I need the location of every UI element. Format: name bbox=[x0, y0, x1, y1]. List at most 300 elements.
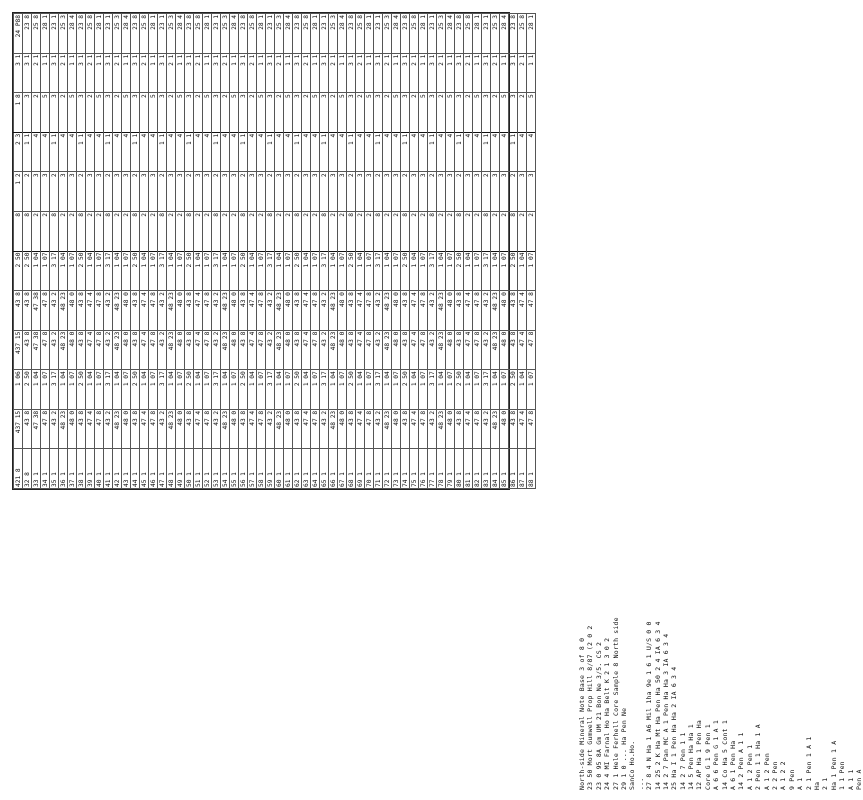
table-cell: 36 1 bbox=[59, 449, 68, 489]
table-cell: 3 bbox=[158, 93, 167, 133]
table-cell: 2 50 bbox=[131, 370, 140, 410]
table-cell: 47 8 bbox=[527, 409, 536, 449]
table-cell: 1 07 bbox=[392, 251, 401, 291]
table-cell: 28 1 bbox=[149, 14, 158, 54]
table-cell: 1 04 bbox=[464, 370, 473, 410]
table-cell: 4 bbox=[140, 132, 149, 172]
table-cell: 80 1 bbox=[455, 449, 464, 489]
table-cell: 2 50 bbox=[509, 251, 518, 291]
table-cell: 2 1 bbox=[194, 53, 203, 93]
table-cell: 48 23 bbox=[491, 330, 500, 370]
table-cell: 1 1 bbox=[185, 132, 194, 172]
table-cell: 64 1 bbox=[311, 449, 320, 489]
table-cell: 2 bbox=[509, 172, 518, 212]
table-cell: 1 07 bbox=[149, 251, 158, 291]
table-cell: 1 1 bbox=[446, 53, 455, 93]
table-cell: 3 bbox=[419, 172, 428, 212]
table-row bbox=[302, 14, 311, 489]
table-cell: 1 1 bbox=[239, 132, 248, 172]
table-cell: 3 bbox=[500, 172, 509, 212]
table-cell: 47 8 bbox=[203, 291, 212, 331]
table-cell: 4 bbox=[437, 132, 446, 172]
table-cell: 43 8 bbox=[131, 291, 140, 331]
header-line: 2 1 bbox=[821, 777, 830, 790]
table-cell: 3 17 bbox=[482, 370, 491, 410]
table-cell: 25 3 bbox=[221, 14, 230, 54]
header-line: 14 2 Pen A 1 1 bbox=[737, 732, 746, 790]
table-row bbox=[401, 14, 410, 489]
table-cell: 43 2 bbox=[482, 291, 491, 331]
table-cell: 3 bbox=[329, 172, 338, 212]
table-cell: 43 2 bbox=[428, 409, 437, 449]
table-cell: 1 04 bbox=[356, 251, 365, 291]
table-row bbox=[338, 14, 347, 489]
table-cell: 38 1 bbox=[77, 449, 86, 489]
table-cell: 47 4 bbox=[356, 409, 365, 449]
table-cell: 1 07 bbox=[500, 251, 509, 291]
table-cell: 47 4 bbox=[302, 291, 311, 331]
table-cell: 1 04 bbox=[194, 370, 203, 410]
header-line: 25 Ha I 1 Pen Ha Ha 2 IA 6 3 4 bbox=[670, 666, 679, 790]
table-cell: 1 07 bbox=[527, 370, 536, 410]
table-cell: 48 0 bbox=[392, 409, 401, 449]
table-cell: 62 1 bbox=[293, 449, 302, 489]
table-cell: 1 07 bbox=[311, 370, 320, 410]
table-cell: 63 1 bbox=[302, 449, 311, 489]
table-cell: 28 4 bbox=[500, 14, 509, 54]
table-cell: 1 04 bbox=[410, 370, 419, 410]
table-cell: 3 1 bbox=[428, 53, 437, 93]
table-cell: 60 1 bbox=[275, 449, 284, 489]
header-line: 2 2 Pen bbox=[770, 761, 779, 790]
table-cell: 43 2 bbox=[158, 291, 167, 331]
table-row bbox=[518, 14, 527, 489]
table-cell: 4 bbox=[248, 132, 257, 172]
header-line: Core G 1 9 Pen 1 bbox=[703, 724, 712, 790]
table-cell: 2 1 bbox=[86, 53, 95, 93]
table-cell: 1 07 bbox=[284, 251, 293, 291]
table-cell: 23 1 bbox=[50, 14, 59, 54]
table-cell: 8 bbox=[428, 211, 437, 251]
table-cell: 2 50 bbox=[185, 251, 194, 291]
table-cell: 28 4 bbox=[392, 14, 401, 54]
table-cell: 73 1 bbox=[392, 449, 401, 489]
table-cell: 48 0 bbox=[446, 291, 455, 331]
table-cell: 43 2 bbox=[212, 291, 221, 331]
header-line: 1 1 Pen bbox=[838, 761, 847, 790]
table-row bbox=[482, 14, 491, 489]
table-cell: 2 1 bbox=[464, 53, 473, 93]
table-cell: 25 8 bbox=[518, 14, 527, 54]
table-cell: 43 2 bbox=[428, 291, 437, 331]
table-cell: 3 17 bbox=[428, 370, 437, 410]
table-cell: 5 bbox=[257, 93, 266, 133]
table-row bbox=[257, 14, 266, 489]
table-cell: 5 bbox=[392, 93, 401, 133]
table-cell: 1 07 bbox=[419, 251, 428, 291]
table-cell: 2 bbox=[248, 93, 257, 133]
table-cell: 47 8 bbox=[311, 409, 320, 449]
table-cell: 25 8 bbox=[194, 14, 203, 54]
table-cell: 4 bbox=[221, 132, 230, 172]
table-cell: 2 bbox=[32, 93, 41, 133]
table-cell: 48 23 bbox=[113, 291, 122, 331]
table-cell: 83 1 bbox=[482, 449, 491, 489]
table-cell: 28 1 bbox=[473, 14, 482, 54]
table-cell: 47 4 bbox=[518, 291, 527, 331]
table-cell: 3 1 bbox=[104, 53, 113, 93]
table-row bbox=[500, 14, 509, 489]
table-cell: 2 1 bbox=[167, 53, 176, 93]
table-cell: 2 50 bbox=[23, 251, 32, 291]
table-cell: 23 8 bbox=[239, 14, 248, 54]
table-cell: 4 bbox=[365, 132, 374, 172]
table-cell: 3 bbox=[221, 172, 230, 212]
table-cell: 1 04 bbox=[86, 251, 95, 291]
table-row bbox=[365, 14, 374, 489]
table-cell: 48 0 bbox=[230, 330, 239, 370]
table-cell: 48 0 bbox=[338, 409, 347, 449]
table-cell: 47 4 bbox=[410, 291, 419, 331]
table-cell: 44 1 bbox=[131, 449, 140, 489]
table-cell: 43 8 bbox=[509, 291, 518, 331]
table-cell: 23 1 bbox=[374, 14, 383, 54]
table-cell: 2 bbox=[491, 211, 500, 251]
table-cell: 1 04 bbox=[437, 370, 446, 410]
table-cell: 43 1 bbox=[122, 449, 131, 489]
table-cell: 47 4 bbox=[356, 291, 365, 331]
table-cell: 48 23 bbox=[167, 291, 176, 331]
table-cell: 47 38 bbox=[32, 409, 41, 449]
table-cell: 1 04 bbox=[383, 251, 392, 291]
table-cell: 1 1 bbox=[104, 132, 113, 172]
data-table-body bbox=[14, 14, 536, 489]
table-cell: 47 4 bbox=[194, 409, 203, 449]
table-cell: 1 04 bbox=[32, 251, 41, 291]
table-cell: 48 23 bbox=[167, 330, 176, 370]
table-cell: 2 bbox=[500, 211, 509, 251]
table-cell: 1 8 bbox=[14, 93, 23, 133]
table-cell: 3 bbox=[212, 93, 221, 133]
table-cell: 25 8 bbox=[86, 14, 95, 54]
table-cell: 48 0 bbox=[176, 330, 185, 370]
table-cell: 77 1 bbox=[428, 449, 437, 489]
table-cell: 43 8 bbox=[239, 291, 248, 331]
table-cell: 43 2 bbox=[482, 409, 491, 449]
table-cell: 4 bbox=[473, 132, 482, 172]
table-cell: 23 8 bbox=[77, 14, 86, 54]
table-cell: 23 8 bbox=[131, 14, 140, 54]
table-cell: 1 04 bbox=[410, 251, 419, 291]
table-cell: 8 bbox=[131, 211, 140, 251]
table-cell: 23 8 bbox=[293, 14, 302, 54]
table-cell: 3 bbox=[428, 93, 437, 133]
table-cell: 43 8 bbox=[185, 291, 194, 331]
table-cell: 2 bbox=[419, 211, 428, 251]
table-cell: 2 bbox=[167, 211, 176, 251]
table-cell: 47 8 bbox=[527, 291, 536, 331]
table-cell: 2 bbox=[158, 172, 167, 212]
table-cell: 1 07 bbox=[95, 251, 104, 291]
table-cell: 4 bbox=[284, 132, 293, 172]
table-cell: 23 1 bbox=[104, 14, 113, 54]
data-table bbox=[13, 13, 536, 489]
table-cell: 75 1 bbox=[410, 449, 419, 489]
table-cell: 25 8 bbox=[302, 14, 311, 54]
table-cell: 48 23 bbox=[383, 291, 392, 331]
table-cell: 4 bbox=[86, 132, 95, 172]
table-cell: 48 0 bbox=[392, 330, 401, 370]
table-cell: 8 bbox=[401, 211, 410, 251]
table-cell: 1 07 bbox=[446, 251, 455, 291]
table-row bbox=[347, 14, 356, 489]
table-cell: 3 1 bbox=[401, 53, 410, 93]
header-line: 23 50 Mort Gumwell Prop Hill 8/87 (2 0 2 bbox=[586, 625, 595, 790]
table-cell: 3 17 bbox=[320, 370, 329, 410]
table-cell: 2 bbox=[428, 172, 437, 212]
table-cell: 1 1 bbox=[131, 132, 140, 172]
table-cell: 1 07 bbox=[500, 370, 509, 410]
table-cell: 2 bbox=[275, 211, 284, 251]
table-cell: 3 bbox=[95, 172, 104, 212]
table-cell: 3 bbox=[311, 172, 320, 212]
table-cell: 28 4 bbox=[338, 14, 347, 54]
table-cell: 47 8 bbox=[203, 330, 212, 370]
table-cell: 2 bbox=[392, 211, 401, 251]
table-cell: 3 bbox=[338, 172, 347, 212]
table-cell: 4 bbox=[302, 132, 311, 172]
table-row bbox=[14, 14, 23, 489]
table-cell: 79 1 bbox=[446, 449, 455, 489]
table-cell: 3 bbox=[248, 172, 257, 212]
table-cell: 8 bbox=[320, 211, 329, 251]
table-cell: 2 bbox=[383, 93, 392, 133]
table-cell: 1 1 bbox=[527, 53, 536, 93]
table-cell: 43 2 bbox=[374, 291, 383, 331]
table-cell: 47 4 bbox=[86, 330, 95, 370]
table-cell: 2 bbox=[140, 211, 149, 251]
header-line: 24 4 MI Farnal Ho Ha Belt K 2 1 3 0 2 bbox=[603, 637, 612, 790]
table-cell: 28 1 bbox=[311, 14, 320, 54]
table-cell: 5 bbox=[203, 93, 212, 133]
table-cell: 1 1 bbox=[122, 53, 131, 93]
table-cell: 2 bbox=[455, 172, 464, 212]
table-row bbox=[41, 14, 50, 489]
table-cell: 47 4 bbox=[410, 409, 419, 449]
table-cell: 2 1 bbox=[248, 53, 257, 93]
table-cell: 47 8 bbox=[95, 291, 104, 331]
table-cell: 4 bbox=[338, 132, 347, 172]
table-cell: 2 bbox=[338, 211, 347, 251]
table-cell: 48 23 bbox=[59, 330, 68, 370]
table-cell: 2 bbox=[176, 211, 185, 251]
table-cell: 2 bbox=[518, 93, 527, 133]
table-cell: 2 bbox=[167, 93, 176, 133]
table-row bbox=[95, 14, 104, 489]
table-cell: 3 1 bbox=[374, 53, 383, 93]
table-cell: 2 bbox=[266, 172, 275, 212]
table-cell: 57 1 bbox=[248, 449, 257, 489]
table-cell: 48 23 bbox=[491, 409, 500, 449]
table-cell: 3 bbox=[257, 172, 266, 212]
table-cell: 42 1 bbox=[113, 449, 122, 489]
table-cell: 3 bbox=[275, 172, 284, 212]
table-cell: 1 1 bbox=[203, 53, 212, 93]
table-cell: 48 0 bbox=[122, 291, 131, 331]
table-cell: 54 1 bbox=[221, 449, 230, 489]
table-cell: 48 0 bbox=[122, 409, 131, 449]
table-cell: 1 1 bbox=[320, 132, 329, 172]
table-cell: 2 bbox=[50, 172, 59, 212]
table-cell: 5 bbox=[149, 93, 158, 133]
table-cell: 43 8 bbox=[293, 330, 302, 370]
table-cell: 33 1 bbox=[32, 449, 41, 489]
table-row bbox=[455, 14, 464, 489]
table-cell: 2 bbox=[185, 172, 194, 212]
table-cell: 2 bbox=[86, 211, 95, 251]
table-cell: 48 23 bbox=[275, 409, 284, 449]
table-cell: 1 04 bbox=[221, 370, 230, 410]
table-cell: 43 2 bbox=[158, 409, 167, 449]
table-cell: 3 17 bbox=[374, 370, 383, 410]
table-cell: 3 bbox=[302, 172, 311, 212]
table-cell: 2 1 bbox=[275, 53, 284, 93]
table-cell: 2 1 bbox=[221, 53, 230, 93]
table-cell: 43 8 bbox=[455, 409, 464, 449]
table-cell: 3 bbox=[365, 172, 374, 212]
table-cell: 69 1 bbox=[356, 449, 365, 489]
table-cell: 47 4 bbox=[302, 330, 311, 370]
table-cell: 1 1 bbox=[392, 53, 401, 93]
table-cell: 2 1 bbox=[113, 53, 122, 93]
table-cell: 47 8 bbox=[365, 330, 374, 370]
table-cell: 8 bbox=[158, 211, 167, 251]
table-cell: 3 bbox=[437, 172, 446, 212]
table-cell: 2 50 bbox=[347, 251, 356, 291]
table-cell: 23 1 bbox=[158, 14, 167, 54]
table-cell: 34 1 bbox=[41, 449, 50, 489]
header-line: 2 Pen 1 1 Ha 1 A bbox=[754, 724, 763, 790]
table-cell: 43 8 bbox=[347, 409, 356, 449]
table-row bbox=[86, 14, 95, 489]
table-cell: 1 04 bbox=[437, 251, 446, 291]
table-cell: 43 2 bbox=[50, 291, 59, 331]
table-cell: 3 17 bbox=[320, 251, 329, 291]
table-cell: 5 bbox=[446, 93, 455, 133]
table-row bbox=[320, 14, 329, 489]
table-cell: 43 8 bbox=[131, 409, 140, 449]
table-cell: 1 1 bbox=[23, 132, 32, 172]
table-cell: 2 1 bbox=[518, 53, 527, 93]
table-cell: 48 0 bbox=[230, 409, 239, 449]
table-cell: 1 1 bbox=[77, 132, 86, 172]
table-cell: 5 bbox=[284, 93, 293, 133]
table-cell: 2 bbox=[518, 211, 527, 251]
table-cell: 2 bbox=[383, 211, 392, 251]
header-line: A 1 2 Pen 1 bbox=[745, 744, 754, 790]
table-cell: 2 1 bbox=[356, 53, 365, 93]
table-cell: 4 bbox=[194, 132, 203, 172]
table-cell: 1 1 bbox=[158, 132, 167, 172]
header-line: 9 Pen bbox=[787, 769, 796, 790]
table-cell: 25 3 bbox=[437, 14, 446, 54]
table-cell: 47 8 bbox=[95, 330, 104, 370]
table-cell: 1 07 bbox=[176, 251, 185, 291]
table-cell: 1 07 bbox=[68, 370, 77, 410]
table-cell: 4 bbox=[122, 132, 131, 172]
table-cell: 23 1 bbox=[266, 14, 275, 54]
table-cell: 1 1 bbox=[473, 53, 482, 93]
table-cell: 3 1 bbox=[158, 53, 167, 93]
table-cell: 43 8 bbox=[77, 330, 86, 370]
header-line: Pen A bbox=[854, 769, 863, 790]
table-cell: 47 8 bbox=[419, 330, 428, 370]
table-cell: 1 04 bbox=[140, 370, 149, 410]
table-cell: 47 4 bbox=[464, 291, 473, 331]
table-row bbox=[311, 14, 320, 489]
header-line: 14 25 2 K Ha Mt Ha Pen Ha 50 2 4 IA 6 3 4 bbox=[653, 621, 662, 790]
table-cell: 70 1 bbox=[365, 449, 374, 489]
table-cell: 47 8 bbox=[365, 291, 374, 331]
table-cell: 3 17 bbox=[50, 370, 59, 410]
table-cell: 1 04 bbox=[275, 251, 284, 291]
table-cell: 59 1 bbox=[266, 449, 275, 489]
table-cell: 8 bbox=[455, 211, 464, 251]
table-cell: 3 bbox=[77, 93, 86, 133]
table-row bbox=[77, 14, 86, 489]
table-cell: 47 4 bbox=[518, 409, 527, 449]
table-cell: 43 8 bbox=[455, 330, 464, 370]
table-cell: 3 bbox=[347, 93, 356, 133]
table-cell: 1 1 bbox=[401, 132, 410, 172]
table-cell: 48 0 bbox=[284, 409, 293, 449]
table-cell: 3 1 bbox=[14, 53, 23, 93]
table-cell: 1 04 bbox=[329, 370, 338, 410]
table-cell: 25 3 bbox=[167, 14, 176, 54]
table-cell: 37 1 bbox=[68, 449, 77, 489]
table-cell: 2 bbox=[437, 93, 446, 133]
table-cell: 1 2 bbox=[14, 172, 23, 212]
table-cell: 3 bbox=[473, 172, 482, 212]
table-row bbox=[275, 14, 284, 489]
table-cell: 25 8 bbox=[32, 14, 41, 54]
table-cell: 3 1 bbox=[239, 53, 248, 93]
table-cell: 43 2 bbox=[320, 330, 329, 370]
table-cell: 1 04 bbox=[59, 251, 68, 291]
table-cell: 3 bbox=[383, 172, 392, 212]
table-cell: 48 0 bbox=[446, 409, 455, 449]
table-cell: 2 bbox=[59, 211, 68, 251]
table-cell: 5 bbox=[41, 93, 50, 133]
header-line: North-side Mineral Note Base 3 of 8 0 bbox=[578, 637, 586, 790]
table-cell: 2 bbox=[104, 172, 113, 212]
table-cell: 3 bbox=[50, 93, 59, 133]
table-cell: 3 1 bbox=[320, 53, 329, 93]
table-cell: 3 bbox=[149, 172, 158, 212]
header-line: 14 Co Ha 5 Cont 1 bbox=[720, 720, 729, 790]
table-row bbox=[140, 14, 149, 489]
table-cell: 43 8 bbox=[185, 409, 194, 449]
table-cell: 1 07 bbox=[473, 251, 482, 291]
table-cell: 2 bbox=[194, 211, 203, 251]
table-cell: 47 4 bbox=[410, 330, 419, 370]
table-cell: 35 1 bbox=[50, 449, 59, 489]
table-row bbox=[239, 14, 248, 489]
table-cell: 3 bbox=[176, 172, 185, 212]
header-line: 12 AP Ha 1 Pen Ha bbox=[695, 720, 704, 790]
table-cell: 2 bbox=[59, 93, 68, 133]
table-cell: 8 bbox=[104, 211, 113, 251]
